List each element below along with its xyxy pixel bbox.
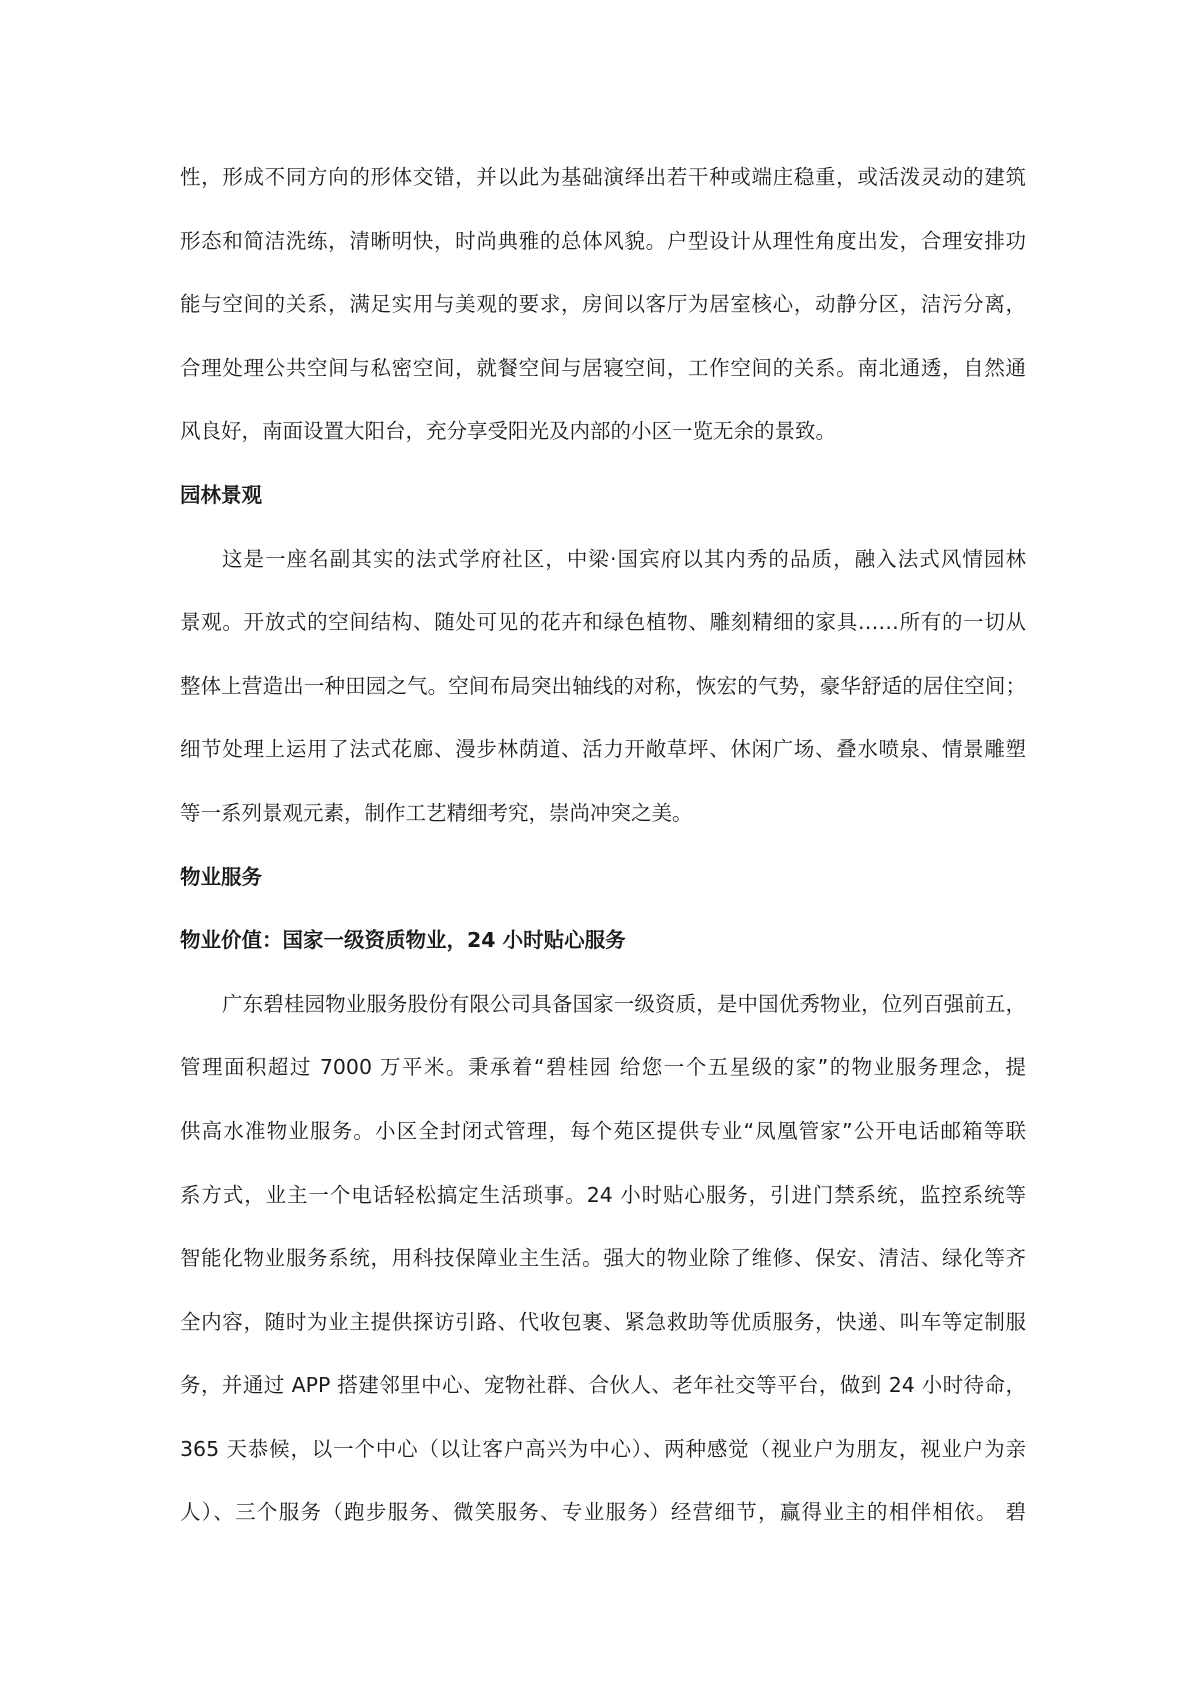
text-line: 风良好，南面设置大阳台，充分享受阳光及内部的小区一览无余的景致。 (180, 419, 836, 444)
text-line: 细节处理上运用了法式花廊、漫步林荫道、活力开敞草坪、休闲广场、叠水喷泉、情景雕塑 (180, 737, 1026, 762)
heading-landscape: 园林景观 (180, 482, 262, 507)
text-line: 这是一座名副其实的法式学府社区，中梁·国宾府以其内秀的品质，融入法式风情园林 (222, 546, 1026, 571)
paragraph-architecture (180, 146, 1026, 464)
text-line: 形态和简洁洗练，清晰明快，时尚典雅的总体风貌。户型设计从理性角度出发，合理安排功 (180, 228, 1026, 253)
text-line: 供高水准物业服务。小区全封闭式管理，每个苑区提供专业“凤凰管家”公开电话邮箱等联 (180, 1118, 1026, 1143)
text-line: 能与空间的关系，满足实用与美观的要求，房间以客厅为居室核心，动静分区，洁污分离， (180, 292, 1026, 317)
text-line: 系方式，业主一个电话轻松搞定生活琐事。24 小时贴心服务，引进门禁系统，监控系统等 (180, 1182, 1026, 1207)
text-line: 务，并通过 APP 搭建邻里中心、宠物社群、合伙人、老年社交等平台，做到 24 小时待命， (180, 1373, 1026, 1398)
text-line: 全内容，随时为业主提供探访引路、代收包裹、紧急救助等优质服务，快递、叫车等定制服 (180, 1309, 1026, 1334)
text-line: 合理处理公共空间与私密空间，就餐空间与居寝空间，工作空间的关系。南北通透，自然通 (180, 355, 1026, 380)
text-line: 整体上营造出一种田园之气。空间布局突出轴线的对称，恢宏的气势，豪华舒适的居住空间； (180, 673, 1026, 698)
heading-property-value: 物业价值：国家一级资质物业，24 小时贴心服务 (180, 928, 626, 953)
text-line: 365 天恭候，以一个中心（以让客户高兴为中心）、两种感觉（视业户为朋友，视业户为亲 (180, 1436, 1026, 1461)
text-line: 智能化物业服务系统，用科技保障业主生活。强大的物业除了维修、保安、清洁、绿化等齐 (180, 1246, 1026, 1271)
text-line: 管理面积超过 7000 万平米。秉承着“碧桂园 给您一个五星级的家”的物业服务理念，提 (180, 1055, 1026, 1080)
text-line: 人）、三个服务（跑步服务、微笑服务、专业服务）经营细节，赢得业主的相伴相依。 碧 (180, 1500, 1026, 1525)
text-line: 等一系列景观元素，制作工艺精细考究，崇尚冲突之美。 (180, 800, 693, 825)
text-line: 性，形成不同方向的形体交错，并以此为基础演绎出若干种或端庄稳重，或活泼灵动的建筑 (180, 165, 1026, 189)
paragraph-landscape (180, 528, 1026, 846)
text-line: 景观。开放式的空间结构、随处可见的花卉和绿色植物、雕刻精细的家具……所有的一切从 (180, 610, 1026, 635)
document-page (180, 146, 1026, 1545)
paragraph-property (180, 973, 1026, 1545)
heading-property: 物业服务 (180, 864, 262, 889)
text-line: 广东碧桂园物业服务股份有限公司具备国家一级资质，是中国优秀物业，位列百强前五， (222, 991, 1026, 1016)
